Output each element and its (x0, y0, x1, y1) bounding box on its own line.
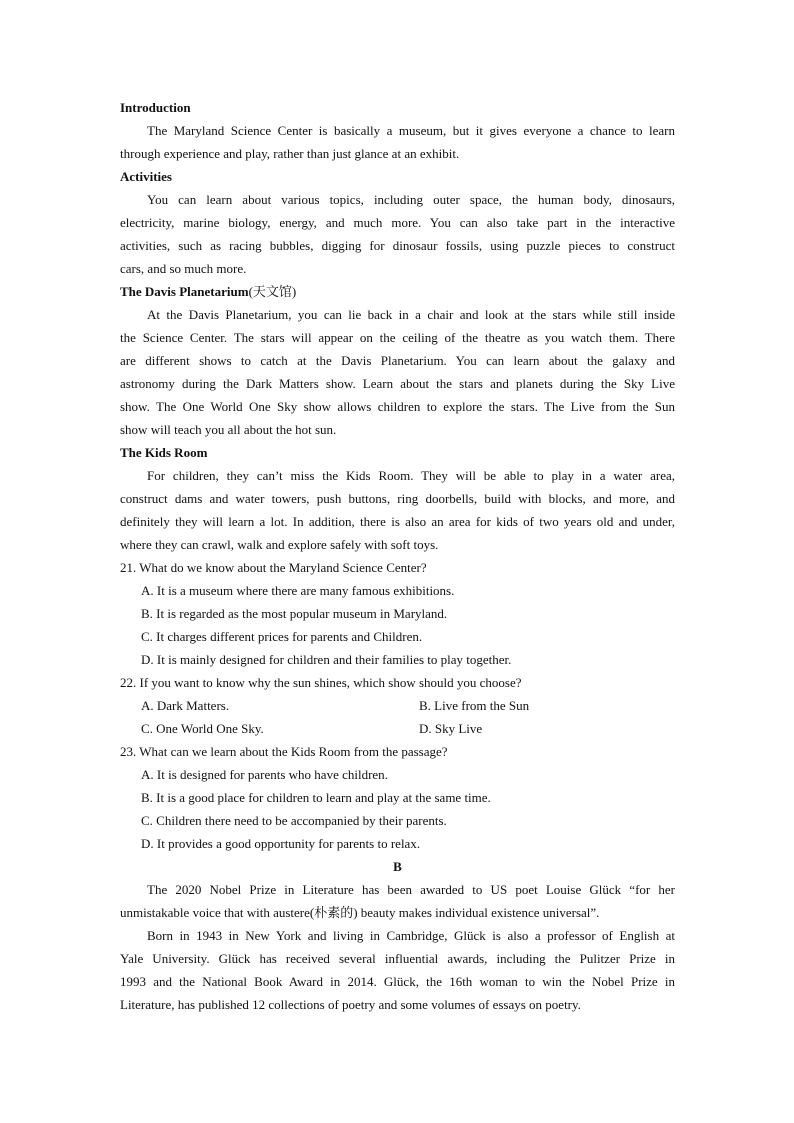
answer-option: A. It is a museum where there are many famous exhibitions. (141, 583, 455, 598)
paragraph-line: Born in 1943 in New York and living in Cambridge, Glück is also a professor of English at (147, 928, 675, 943)
answer-option-row (120, 694, 675, 717)
heading-bold-text: The Davis Planetarium (120, 284, 249, 299)
paragraph-line: For children, they can’t miss the Kids Room. They will be able to play in a water area, (147, 468, 675, 483)
paragraph-line: 1993 and the National Book Award in 2014. Glück, the 16th woman to win the Nobel Prize in (120, 974, 675, 989)
section-heading: The Kids Room (120, 445, 208, 460)
paragraph-line: Literature, has published 12 collections of poetry and some volumes of essays on poetry. (120, 997, 581, 1012)
answer-option-row (120, 717, 675, 740)
paragraph-line: At the Davis Planetarium, you can lie back in a chair and look at the stars while still inside (147, 307, 675, 322)
question-stem: 21. What do we know about the Maryland Science Center? (120, 560, 427, 575)
paragraph-line: definitely they will learn a lot. In addition, there is also an area for kids of two years old and under, (120, 514, 675, 529)
paragraph-line: activities, such as racing bubbles, digging for dinosaur fossils, using puzzle pieces to construct (120, 238, 675, 253)
question-stem: 22. If you want to know why the sun shines, which show should you choose? (120, 675, 522, 690)
paragraph-line: electricity, marine biology, energy, and much more. You can also take part in the interactive (120, 215, 675, 230)
document-page (120, 96, 675, 1016)
paragraph-line: astronomy during the Dark Matters show. Learn about the stars and planets during the Sky Live (120, 376, 675, 391)
answer-option: B. It is a good place for children to learn and play at the same time. (141, 790, 491, 805)
paragraph-line: The 2020 Nobel Prize in Literature has been awarded to US poet Louise Glück “for her (147, 882, 675, 897)
paragraph-line: unmistakable voice that with austere(朴素的) beauty makes individual existence universal”. (120, 905, 600, 920)
answer-option: C. Children there need to be accompanied by their parents. (141, 813, 447, 828)
answer-option: D. It provides a good opportunity for parents to relax. (141, 836, 421, 851)
section-letter: B (393, 859, 402, 874)
paragraph-line: where they can crawl, walk and explore safely with soft toys. (120, 537, 439, 552)
paragraph-line: show. The One World One Sky show allows children to explore the stars. The Live from the Sun (120, 399, 675, 414)
paragraph-line: the Science Center. The stars will appear on the ceiling of the theatre as you watch them. There (120, 330, 675, 345)
answer-option: A. Dark Matters. (141, 698, 230, 713)
answer-option: A. It is designed for parents who have children. (141, 767, 388, 782)
paragraph-line: cars, and so much more. (120, 261, 247, 276)
paragraph-line: construct dams and water towers, push buttons, ring doorbells, build with blocks, and more, and (120, 491, 675, 506)
paragraph-line: You can learn about various topics, including outer space, the human body, dinosaurs, (147, 192, 675, 207)
question-stem: 23. What can we learn about the Kids Room from the passage? (120, 744, 448, 759)
answer-option: B. Live from the Sun (419, 698, 530, 713)
paragraph-line: show will teach you all about the hot sun. (120, 422, 337, 437)
answer-option: D. Sky Live (419, 721, 483, 736)
answer-option: C. One World One Sky. (141, 721, 264, 736)
answer-option: D. It is mainly designed for children and their families to play together. (141, 652, 512, 667)
answer-option: B. It is regarded as the most popular museum in Maryland. (141, 606, 448, 621)
paragraph-line: are different shows to catch at the Davis Planetarium. You can learn about the galaxy and (120, 353, 675, 368)
section-heading (120, 280, 675, 303)
section-heading: Activities (120, 169, 172, 184)
paragraph-line: through experience and play, rather than just glance at an exhibit. (120, 146, 460, 161)
section-heading: Introduction (120, 100, 191, 115)
paragraph-line: Yale University. Glück has received several influential awards, including the Pulitzer Prize in (120, 951, 675, 966)
heading-annotation: (天文馆) (248, 284, 297, 299)
answer-option: C. It charges different prices for parents and Children. (141, 629, 423, 644)
paragraph-line: The Maryland Science Center is basically a museum, but it gives everyone a chance to learn (147, 123, 675, 138)
